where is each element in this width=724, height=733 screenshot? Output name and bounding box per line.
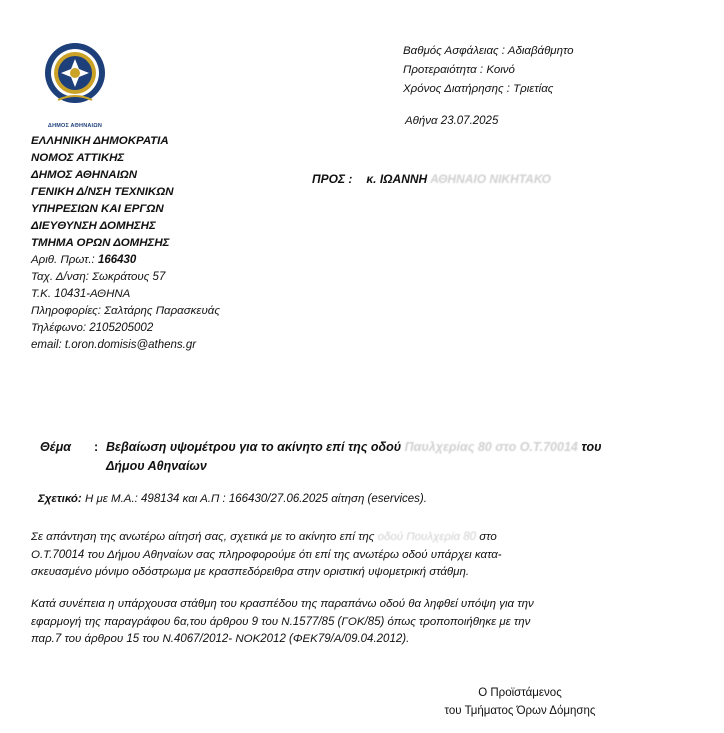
info-line: Πληροφορίες: Σαλτάρης Παρασκευάς (31, 305, 220, 317)
signatory-department: του Τμήματος Όρων Δόμησης (444, 705, 596, 717)
priority-level: Προτεραιότητα : Κοινό (403, 64, 515, 76)
signature-block (420, 684, 620, 720)
recipient-name: κ. ΙΩΑΝΝΗ (366, 172, 428, 186)
paragraph-line: Ο.Τ.70014 του Δήμου Αθηναίων σας πληροφορούμε ότι επί της ανωτέρω οδού υπάρχει κατα- (31, 548, 502, 561)
paragraph-redacted: οδού Πουλχερία 80 (377, 531, 477, 543)
document-date: Αθήνα 23.07.2025 (405, 115, 499, 127)
retention-period: Χρόνος Διατήρησης : Τριετίας (403, 83, 554, 95)
signatory-title: Ο Προϊστάμενος (478, 687, 562, 699)
paragraph-text: στο (479, 531, 497, 543)
sender-line: ΔΙΕΥΘΥΝΣΗ ΔΟΜΗΣΗΣ (31, 220, 156, 232)
sender-block (31, 133, 220, 354)
related-reference (38, 493, 427, 505)
subject-text-end: του (581, 440, 602, 454)
subject-line-1 (106, 440, 602, 454)
subject-line-2: Δήμου Αθηναίων (106, 459, 207, 473)
paragraph-line (31, 529, 502, 547)
protocol-line (31, 252, 220, 269)
protocol-number: 166430 (97, 254, 137, 266)
logo-caption: ΔΗΜΟΣ ΑΘΗΝΑΙΩΝ (47, 123, 103, 129)
subject-label: Θέμα (40, 440, 71, 454)
paragraph-line: σκευασμένο μόνιμο οδόστρωμα με κρασπεδόρειθρα στην οριστική υψομετρική στάθμη. (31, 566, 470, 578)
recipient-label: ΠΡΟΣ : (312, 172, 353, 186)
address-line: Ταχ. Δ/νση: Σωκράτους 57 (31, 271, 166, 283)
paragraph-line: εφαρμογή της παραγράφου 6α,του άρθρου 9 του Ν.1577/85 (ΓΟΚ/85) όπως τροποποιήθηκε με την (31, 615, 531, 628)
classification-block (403, 42, 574, 99)
phone-line: Τηλέφωνο: 2105205002 (31, 322, 154, 334)
email-line: email: t.oron.domisis@athens.gr (31, 339, 197, 351)
municipality-seal-logo (44, 42, 106, 104)
body-paragraph-2 (31, 596, 534, 649)
protocol-label: Αριθ. Πρωτ.: (31, 254, 98, 266)
paragraph-line: παρ.7 του άρθρου 15 του Ν.4067/2012- ΝΟΚ2012 (ΦΕΚ79/Α/09.04.2012). (31, 633, 410, 645)
recipient-name-redacted: ΑΘΗΝΑΙΟ ΝΙΚΗΤΑΚΟ (430, 172, 551, 186)
sender-line: ΤΜΗΜΑ ΟΡΩΝ ΔΟΜΗΣΗΣ (31, 237, 170, 249)
sender-line: ΔΗΜΟΣ ΑΘΗΝΑΙΩΝ (31, 169, 138, 181)
paragraph-text: Σε απάντηση της ανωτέρω αίτησή σας, σχετικά με το ακίνητο επί της (31, 531, 375, 543)
sender-line: ΝΟΜΟΣ ΑΤΤΙΚΗΣ (31, 152, 125, 164)
subject-text: Βεβαίωση υψομέτρου για το ακίνητο επί της οδού (106, 440, 402, 454)
related-label: Σχετικό: (38, 493, 82, 505)
subject-colon: : (94, 440, 99, 454)
sender-line: ΕΛΛΗΝΙΚΗ ΔΗΜΟΚΡΑΤΙΑ (31, 135, 169, 147)
subject-redacted: Παυλχερίας 80 στο Ο.Τ.70014 (404, 440, 578, 454)
paragraph-line: Κατά συνέπεια η υπάρχουσα στάθμη του κρασπέδου της παραπάνω οδού θα ληφθεί υπόψη για την (31, 598, 534, 610)
body-paragraph-1 (31, 529, 502, 582)
recipient-line (312, 172, 551, 186)
sender-line: ΥΠΗΡΕΣΙΩΝ ΚΑΙ ΕΡΓΩΝ (31, 203, 164, 215)
security-level: Βαθμός Ασφάλειας : Αδιαβάθμητο (403, 45, 574, 57)
related-text: Η με Μ.Α.: 498134 και Α.Π : 166430/27.06.2025 αίτηση (eservices). (81, 493, 427, 505)
postcode-line: Τ.Κ. 10431-ΑΘΗΝΑ (31, 288, 131, 300)
sender-line: ΓΕΝΙΚΗ Δ/ΝΣΗ ΤΕΧΝΙΚΩΝ (31, 186, 174, 198)
